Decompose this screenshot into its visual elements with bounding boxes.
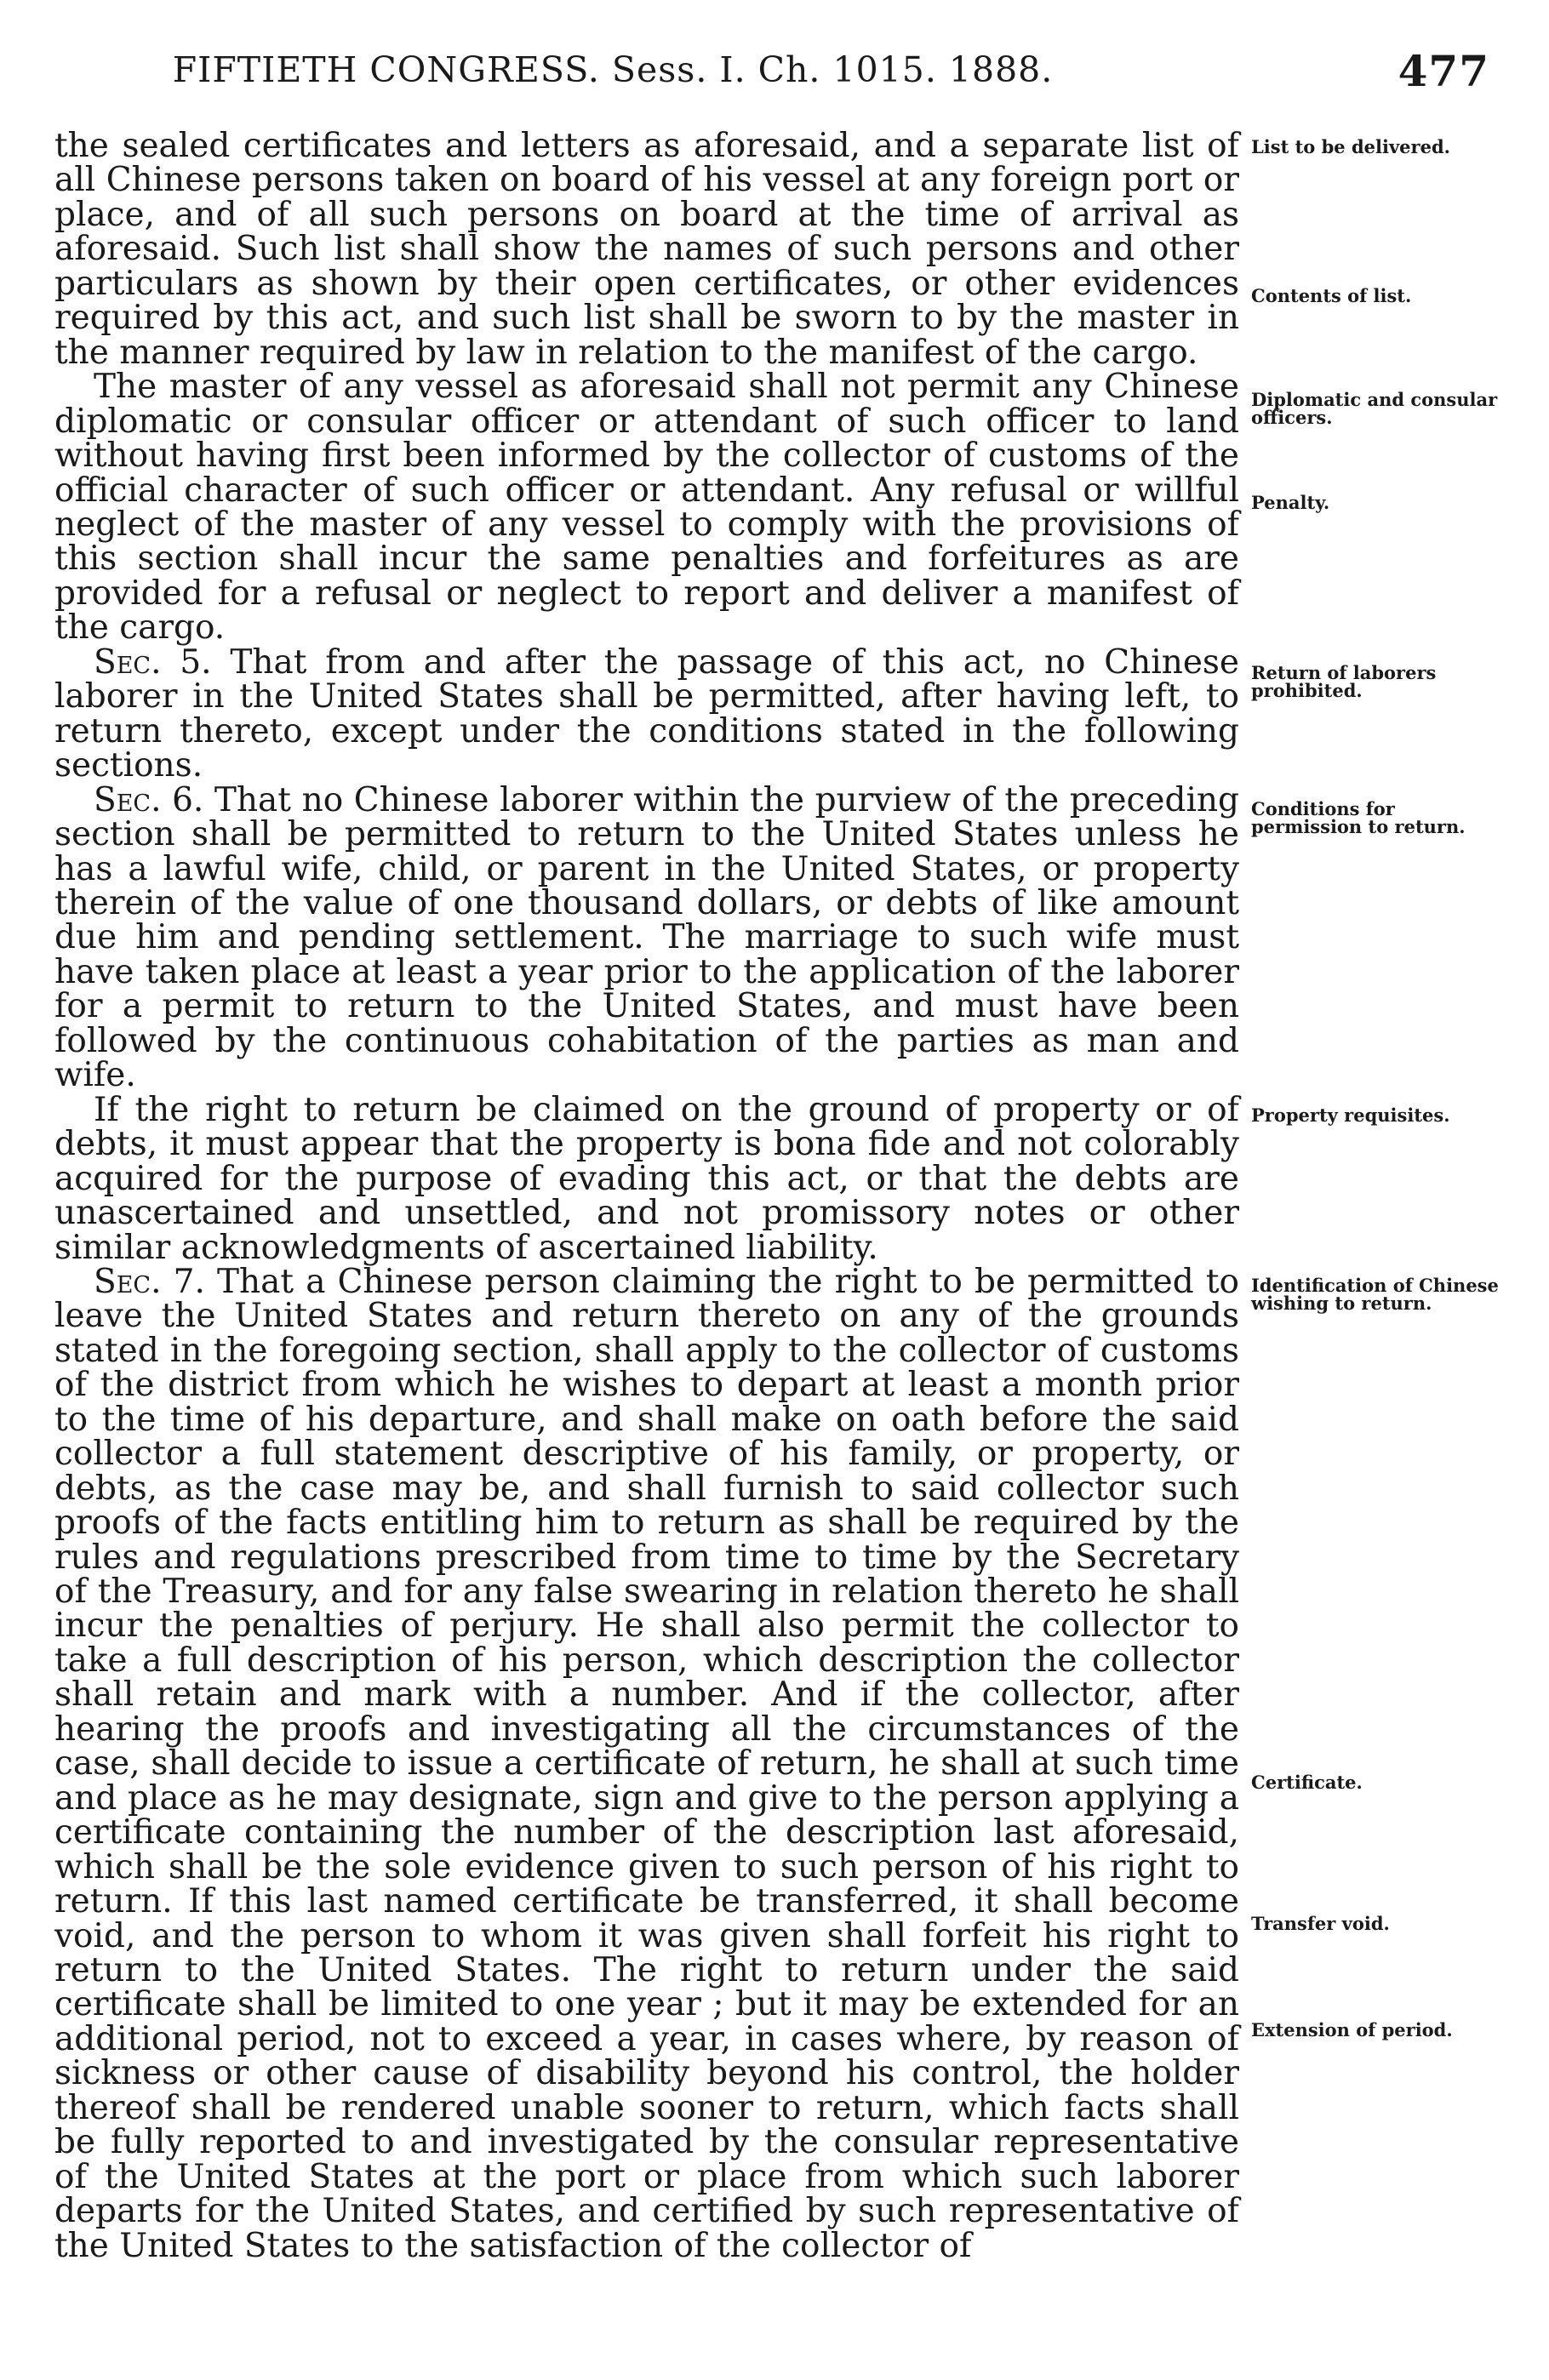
section-paragraph — [54, 642, 1239, 785]
paragraph-text: If the right to return be claimed on the ground of property or of debts, it must appear that the property is bona fide and not colorably acquired for the purpose of evading this act, or that the debts are unascertained and unsettled, and not promissory notes or other similar acknowledgments of ascertained liability. — [54, 1090, 1239, 1267]
margin-note: Diplomatic and consular officers. — [1251, 389, 1498, 428]
margin-note: Certificate. — [1251, 1772, 1363, 1793]
page-header — [60, 46, 1489, 100]
paragraph-text: The master of any vessel as aforesaid shall not permit any Chinese diplomatic or consular officer or attendant of such officer to land without having first been informed by the collector of customs of the official character of such officer or attendant. Any refusal or willful neglect of the master of any vessel to comply with the provisions of this section shall incur the same penalties and forfeitures as are provided for a refusal or neglect to report and deliver a manifest of the cargo. — [54, 368, 1239, 648]
paragraph-text: That no Chinese laborer within the purview of the preceding section shall be permitted to return to the United States unless he has a lawful wife, child, or parent in the United States, or property therein of the value of one thousand dollars, or debts of like amount due him and pending settlement. The marriage to such wife must have taken place at least a year prior to the application of the laborer for a permit to return to the United States, and must have been followed by the continuous cohabitation of the parties as man and wife. — [54, 780, 1240, 1095]
section-label: Sec. 6. — [94, 780, 204, 819]
margin-note: Transfer void. — [1251, 1913, 1390, 1934]
paragraph-text: That a Chinese person claiming the right to be permitted to leave the United States and return thereto on any of the grounds stated in the foregoing section, shall apply to the collector of customs of the district from which he wishes to depart at least a month prior to the time of his departure, and shall make on oath before the said collector a full statement descriptive of his family, or property, or debts, as the case may be, and shall furnish to said collector such proofs of the facts entitling him to return as shall be required by the rules and regulations prescribed from time to time by the Secretary of the Treasury, and for any false swearing in relation thereto he shall incur the penalties of perjury. He shall also permit the collector to take a full description of his person, which description the collector shall retain and mark with a number. And if the collector, after hearing the proofs and investigating all the circumstances of the case, shall decide to issue a certificate of return, he shall at such time and place as he may designate, sign and give to the person applying a certificate containing the number of the description last aforesaid, which shall be the sole evidence given to such person of his right to return. If this last named certificate be transferred, it shall become void, and the person to whom it was given shall forfeit his right to return to the United States. The right to return under the said certificate shall be limited to one year ; but it may be extended for an additional period, not to exceed a year, in cases where, by reason of sickness or other cause of disability beyond his control, the holder thereof shall be rendered unable sooner to return, which facts shall be fully reported to and investigated by the consular representative of the United States at the port or place from which such laborer departs for the United States, and certified by such representative of the United States to the satisfaction of the collector of — [54, 1262, 1239, 2265]
paragraph-text: the sealed certificates and letters as aforesaid, and a separate list of all Chinese persons taken on board of his vessel at any foreign port or place, and of all such persons on board at the time of arrival as aforesaid. Such list shall show the names of such persons and other particulars as shown by their open certificates, or other evidences required by this act, and such list shall be sworn to by the master in the manner required by law in relation to the manifest of the cargo. — [54, 127, 1239, 372]
body-text — [54, 129, 1239, 2263]
section-paragraph — [54, 780, 1240, 1095]
margin-note: Penalty. — [1251, 492, 1330, 513]
paragraph-text: That from and after the passage of this act, no Chinese laborer in the United States shall be permitted, after having left, to return thereto, except under the conditions stated in the following sections. — [54, 642, 1239, 785]
margin-note: Contents of list. — [1251, 285, 1412, 306]
margin-note: Property requisites. — [1251, 1104, 1450, 1126]
paragraph — [54, 370, 1239, 646]
running-head: FIFTIETH CONGRESS. Sess. I. Ch. 1015. 1888. — [172, 49, 1054, 90]
page-number: 477 — [1398, 46, 1489, 96]
paragraph — [54, 1090, 1239, 1267]
margin-note: Identification of Chinese wishing to return. — [1251, 1275, 1499, 1314]
section-paragraph — [54, 1262, 1239, 2265]
margin-note: Extension of period. — [1251, 2019, 1453, 2040]
margin-note: List to be delivered. — [1251, 136, 1450, 157]
section-label: Sec. 5. — [94, 642, 212, 682]
paragraph — [54, 129, 1239, 370]
margin-note: Conditions for permission to return. — [1251, 798, 1466, 837]
section-label: Sec. 7. — [94, 1262, 205, 1301]
margin-note: Return of laborers prohibited. — [1251, 662, 1437, 701]
